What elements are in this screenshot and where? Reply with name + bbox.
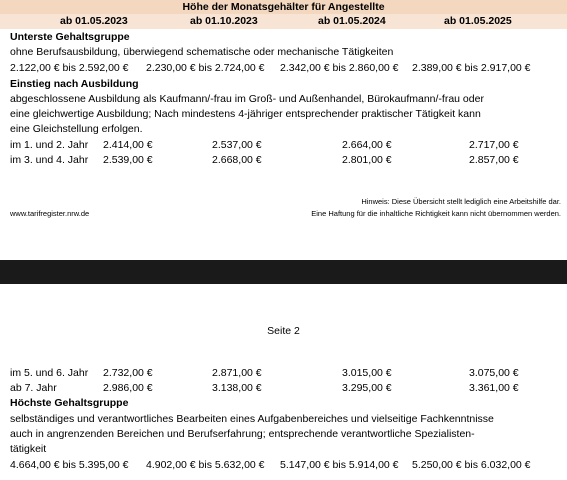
row-value-3: 3.295,00 € [342, 382, 392, 394]
highest-group-heading: Höchste Gehaltsgruppe [10, 397, 129, 409]
row-value-2: 2.668,00 € [212, 154, 262, 166]
notice-line-2: Eine Haftung für die inhaltliche Richtigkeit kann nicht übernommen werden. [311, 209, 561, 218]
row-value-2: 2.537,00 € [212, 139, 262, 151]
row-label: ab 7. Jahr [10, 382, 57, 394]
row-label: im 3. und 4. Jahr [10, 154, 89, 166]
row-value-2: 3.138,00 € [212, 382, 262, 394]
lowest-group-heading: Unterste Gehaltsgruppe [10, 31, 130, 43]
entry-description-line-2: eine gleichwertige Ausbildung; Nach mindestens 4-jähriger entsprechender praktischer Tätigkeit kann [10, 108, 481, 120]
website-link[interactable]: www.tarifregister.nrw.de [10, 209, 90, 218]
date-header-2: ab 01.10.2023 [190, 15, 258, 27]
notice-line-1: Hinweis: Diese Übersicht stellt lediglich eine Arbeitshilfe dar. [361, 197, 561, 206]
row-value-1: 2.414,00 € [103, 139, 153, 151]
row-value-4: 3.361,00 € [469, 382, 519, 394]
lowest-range-1: 2.122,00 € bis 2.592,00 € [10, 62, 129, 74]
lowest-range-2: 2.230,00 € bis 2.724,00 € [146, 62, 265, 74]
date-header-4: ab 01.05.2025 [444, 15, 512, 27]
row-value-1: 2.539,00 € [103, 154, 153, 166]
highest-description-line-3: tätigkeit [10, 443, 47, 455]
highest-range-2: 4.902,00 € bis 5.632,00 € [146, 459, 265, 471]
row-value-4: 3.075,00 € [469, 367, 519, 379]
row-label: im 1. und 2. Jahr [10, 139, 89, 151]
highest-description-line-2: auch in angrenzenden Bereichen und Berufserfahrung; entsprechende verantwortliche Spezialisten- [10, 428, 475, 440]
lowest-range-4: 2.389,00 € bis 2.917,00 € [412, 62, 531, 74]
lowest-range-3: 2.342,00 € bis 2.860,00 € [280, 62, 399, 74]
row-value-1: 2.986,00 € [103, 382, 153, 394]
row-value-3: 2.801,00 € [342, 154, 392, 166]
table-title: Höhe der Monatsgehälter für Angestellte [0, 0, 567, 14]
row-value-3: 2.664,00 € [342, 139, 392, 151]
row-value-3: 3.015,00 € [342, 367, 392, 379]
row-value-1: 2.732,00 € [103, 367, 153, 379]
highest-description-line-1: selbständiges und verantwortliches Bearbeiten eines Aufgabenbereiches und vielseitige Fachkenntnisse [10, 413, 494, 425]
row-value-4: 2.857,00 € [469, 154, 519, 166]
highest-range-4: 5.250,00 € bis 6.032,00 € [412, 459, 531, 471]
date-header-3: ab 01.05.2024 [318, 15, 386, 27]
page-2-excerpt [0, 284, 567, 480]
page-number: Seite 2 [267, 325, 300, 337]
page-separator [0, 260, 567, 284]
highest-range-3: 5.147,00 € bis 5.914,00 € [280, 459, 399, 471]
row-value-4: 2.717,00 € [469, 139, 519, 151]
row-value-2: 2.871,00 € [212, 367, 262, 379]
row-label: im 5. und 6. Jahr [10, 367, 89, 379]
entry-group-heading: Einstieg nach Ausbildung [10, 78, 139, 90]
date-header-row [0, 14, 567, 29]
entry-description-line-1: abgeschlossene Ausbildung als Kaufmann/-frau im Groß- und Außenhandel, Bürokaufmann/-frau oder [10, 93, 484, 105]
entry-description-line-3: eine Gleichstellung erfolgen. [10, 123, 143, 135]
date-header-1: ab 01.05.2023 [60, 15, 128, 27]
highest-range-1: 4.664,00 € bis 5.395,00 € [10, 459, 129, 471]
lowest-group-description: ohne Berufsausbildung, überwiegend schematische oder mechanische Tätigkeiten [10, 46, 394, 58]
